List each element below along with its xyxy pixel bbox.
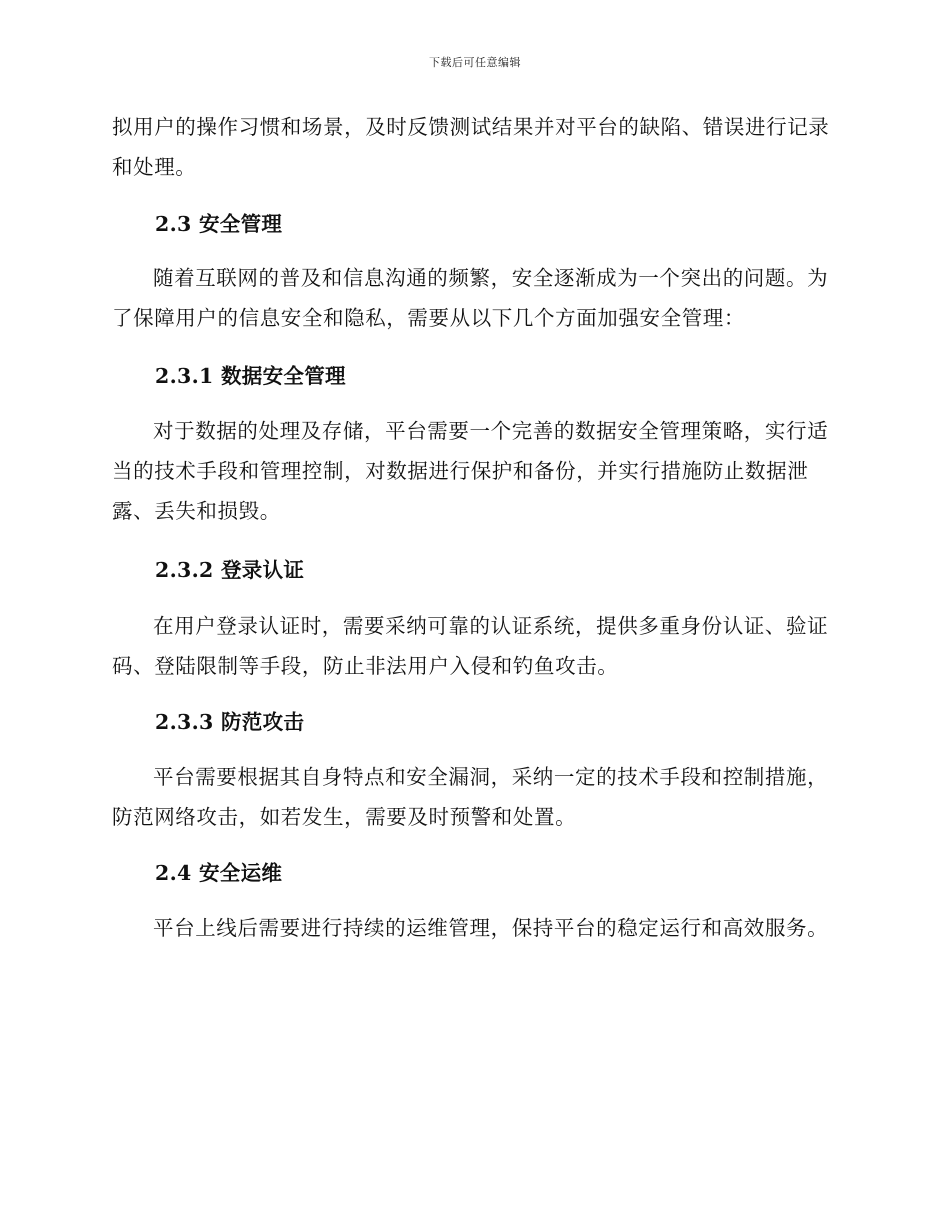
paragraph-intro: 拟用户的操作习惯和场景，及时反馈测试结果并对平台的缺陷、错误进行记录和处理。 <box>112 115 830 179</box>
heading-2-3-3: 2.3.3 防范攻击 <box>155 710 305 734</box>
paragraph-2-3-3: 平台需要根据其自身特点和安全漏洞，采纳一定的技术手段和控制措施，防范网络攻击，如若发生，需要及时预警和处置。 <box>112 765 829 829</box>
heading-2-3: 2.3 安全管理 <box>155 212 283 236</box>
heading-2-3-1: 2.3.1 数据安全管理 <box>155 364 346 388</box>
page-header: 下载后可任意编辑 <box>429 56 521 69</box>
paragraph-2-3: 随着互联网的普及和信息沟通的频繁，安全逐渐成为一个突出的问题。为了保障用户的信息安全和隐私，需要从以下几个方面加强安全管理： <box>112 266 829 330</box>
paragraph-2-3-2: 在用户登录认证时，需要采纳可靠的认证系统，提供多重身份认证、验证码、登陆限制等手段，防止非法用户入侵和钓鱼攻击。 <box>112 614 829 678</box>
paragraph-2-3-1: 对于数据的处理及存储，平台需要一个完善的数据安全管理策略，实行适当的技术手段和管理控制，对数据进行保护和备份，并实行措施防止数据泄露、丢失和损毁。 <box>112 419 829 523</box>
heading-2-3-2: 2.3.2 登录认证 <box>155 558 305 582</box>
heading-2-4: 2.4 安全运维 <box>155 861 283 885</box>
paragraph-2-4: 平台上线后需要进行持续的运维管理，保持平台的稳定运行和高效服务。 <box>153 916 829 940</box>
